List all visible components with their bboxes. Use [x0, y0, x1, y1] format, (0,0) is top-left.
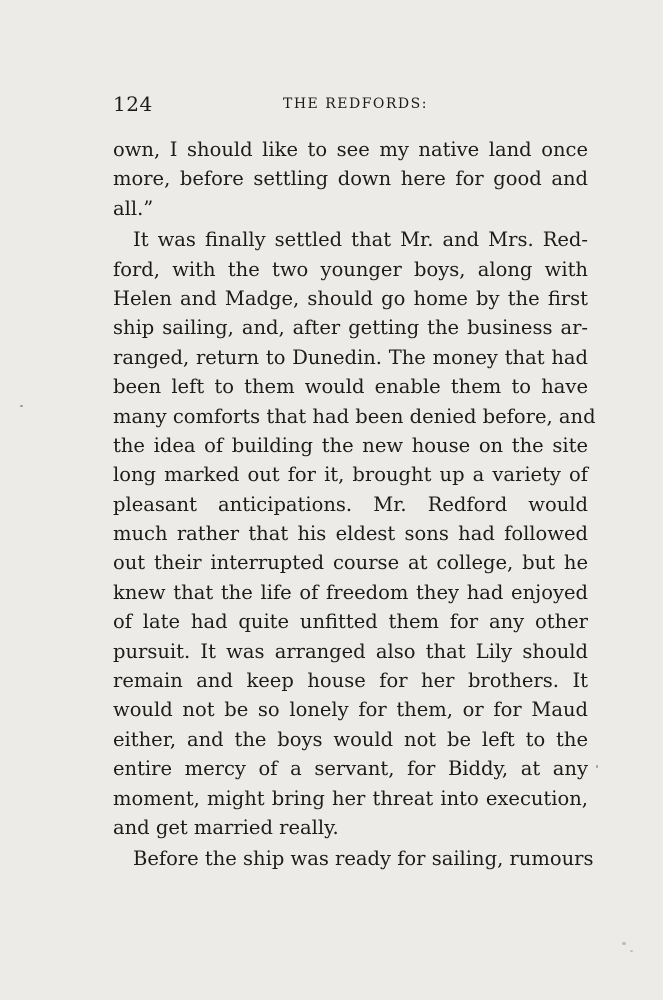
text-line: ford, with the two younger boys, along with — [113, 257, 588, 281]
text-line: more, before settling down here for good and — [113, 167, 588, 191]
text-line: would not be so lonely for them, or for Maud — [113, 698, 588, 722]
text-line: been left to them would enable them to have — [113, 375, 588, 399]
text-line: remain and keep house for her brothers. It — [113, 669, 588, 693]
text-line: long marked out for it, brought up a variety of — [113, 463, 588, 487]
paper-speck — [622, 942, 626, 945]
text-line: pursuit. It was arranged also that Lily should — [113, 639, 588, 663]
text-line: either, and the boys would not be left to the — [113, 727, 588, 751]
text-line: knew that the life of freedom they had enjoyed — [113, 580, 588, 604]
running-title: THE REDFORDS: — [283, 96, 428, 112]
text-line: It was finally settled that Mr. and Mrs. Red- — [133, 228, 588, 252]
text-line: and get married really. — [113, 815, 339, 839]
text-line: moment, might bring her threat into execution, — [113, 786, 588, 810]
text-line: ranged, return to Dunedin. The money that had — [113, 345, 588, 369]
running-head — [113, 92, 588, 118]
page-number: 124 — [113, 92, 153, 116]
text-line: out their interrupted course at college, but he — [113, 551, 588, 575]
body-text — [113, 135, 596, 874]
paragraph-3 — [113, 844, 594, 873]
text-line: ship sailing, and, after getting the business ar- — [113, 316, 588, 340]
text-line: the idea of building the new house on the site — [113, 433, 588, 457]
paragraph-2 — [113, 225, 596, 842]
text-line: pleasant anticipations. Mr. Redford would — [113, 492, 588, 516]
paper-speck — [596, 765, 598, 768]
text-line: many comforts that had been denied before, and — [113, 404, 596, 428]
text-line: Before the ship was ready for sailing, rumours — [133, 847, 594, 871]
text-line: entire mercy of a servant, for Biddy, at any — [113, 757, 588, 781]
paragraph-1 — [113, 135, 588, 223]
text-line: Helen and Madge, should go home by the first — [113, 286, 588, 310]
text-line: own, I should like to see my native land once — [113, 138, 588, 161]
text-line: much rather that his eldest sons had followed — [113, 522, 588, 546]
paper-speck — [20, 405, 23, 407]
text-line: of late had quite unfitted them for any other — [113, 610, 588, 634]
text-line: all.” — [113, 196, 154, 220]
paper-speck — [630, 950, 633, 952]
